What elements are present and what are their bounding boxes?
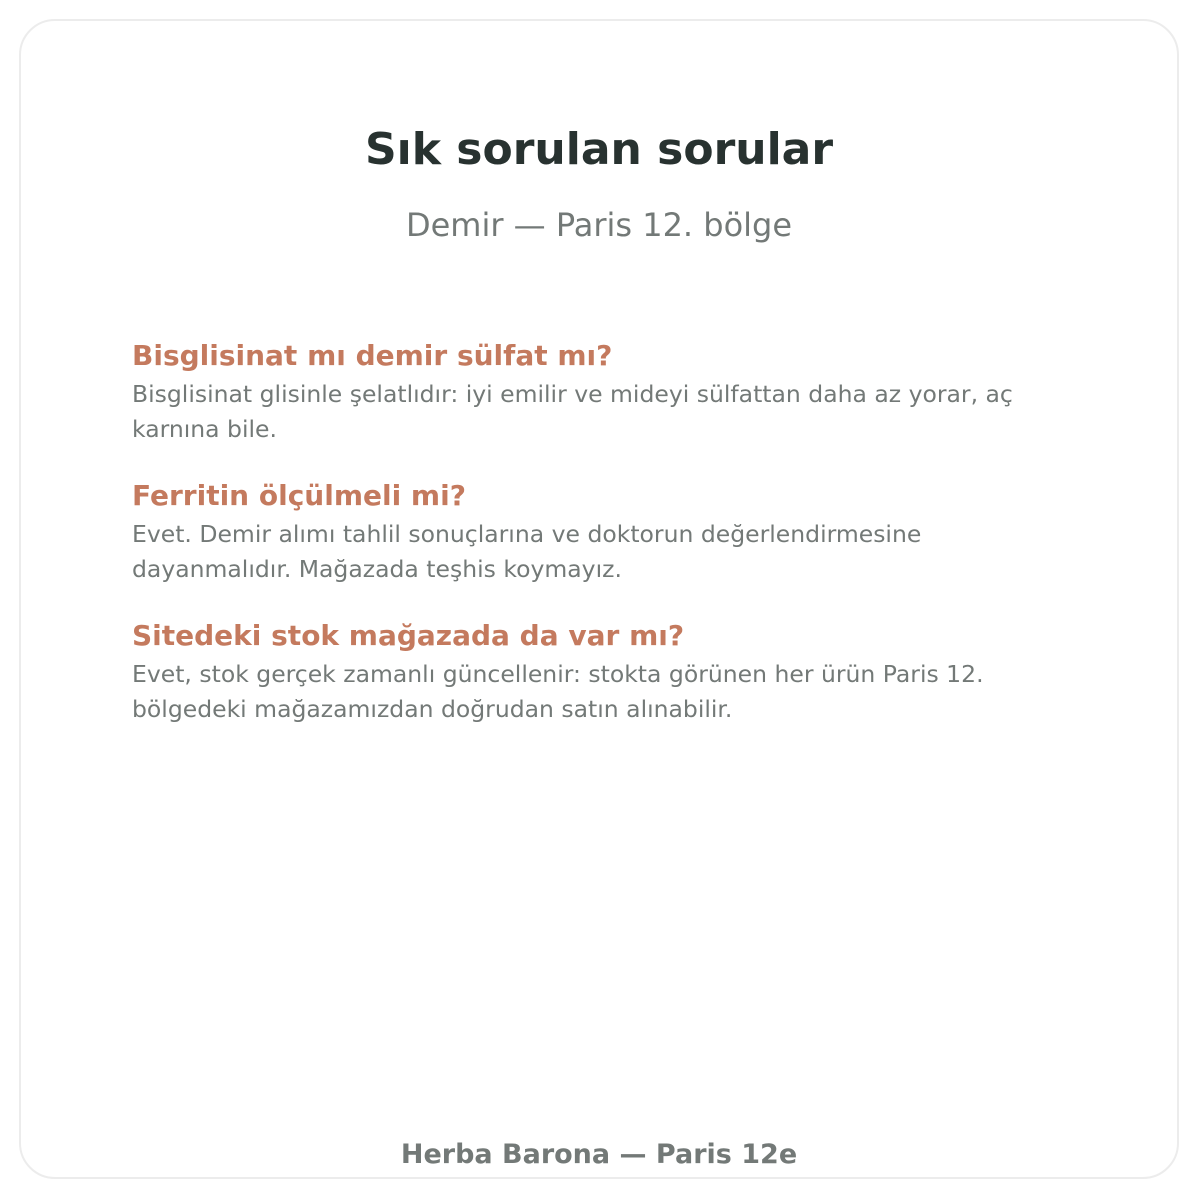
faq-question: Sitedeki stok mağazada da var mı?	[132, 619, 685, 652]
faq-list	[132, 338, 1072, 758]
faq-question: Ferritin ölçülmeli mi?	[132, 479, 466, 512]
faq-card	[19, 19, 1179, 1179]
faq-answer: Evet. Demir alımı tahlil sonuçlarına ve doktorun değerlendirmesine dayanmalıdır. Mağazada teşhis koymayız.	[132, 520, 922, 583]
faq-answer: Evet, stok gerçek zamanlı güncellenir: stokta görünen her ürün Paris 12. bölgedeki mağazamızdan doğrudan satın alınabilir.	[132, 660, 984, 723]
page-subtitle: Demir — Paris 12. bölge	[405, 206, 793, 244]
page-title: Sık sorulan sorular	[364, 124, 834, 175]
faq-question: Bisglisinat mı demir sülfat mı?	[132, 339, 613, 372]
faq-answer: Bisglisinat glisinle şelatlıdır: iyi emilir ve mideyi sülfattan daha az yorar, aç karnına bile.	[132, 380, 1013, 443]
faq-item	[132, 618, 1072, 727]
faq-item	[132, 478, 1072, 587]
faq-item	[132, 338, 1072, 447]
footer-brand: Herba Barona — Paris 12e	[400, 1139, 798, 1170]
